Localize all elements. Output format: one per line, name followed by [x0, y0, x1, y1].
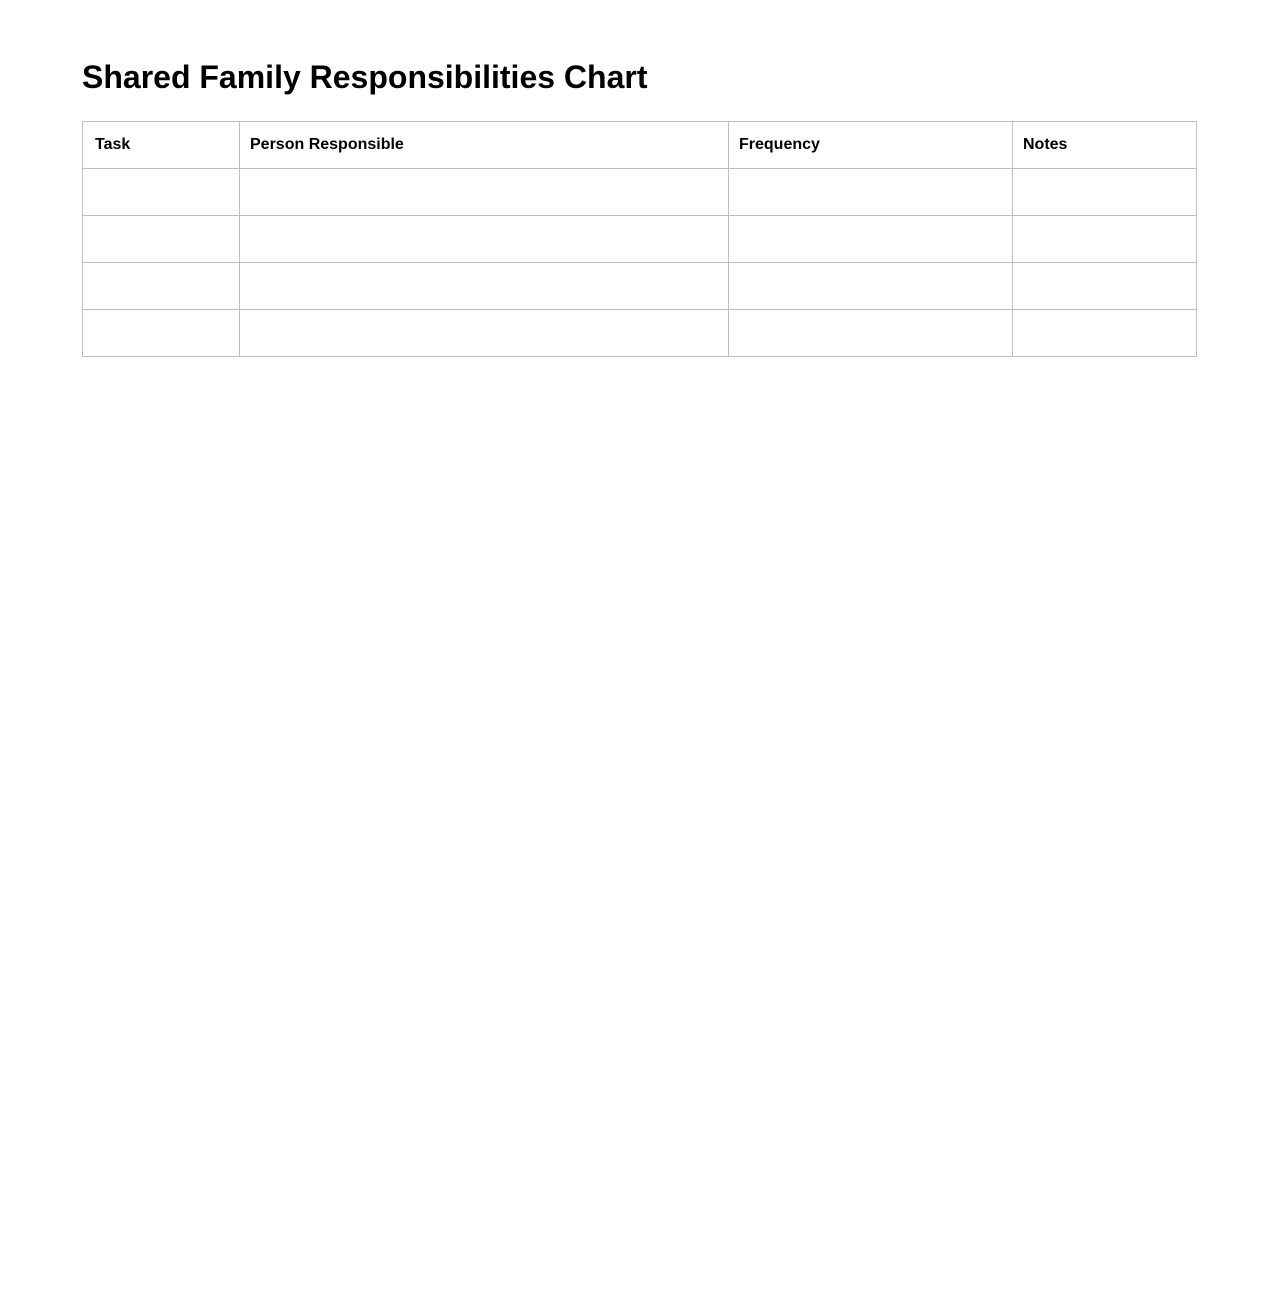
page-title: Shared Family Responsibilities Chart [82, 59, 648, 95]
task-cell[interactable] [83, 216, 240, 263]
column-header-frequency: Frequency [729, 122, 1013, 169]
frequency-cell[interactable] [729, 263, 1013, 310]
task-cell[interactable] [83, 310, 240, 357]
person-responsible-cell[interactable] [240, 310, 729, 357]
table-row [83, 263, 1197, 310]
column-header-person-responsible: Person Responsible [240, 122, 729, 169]
notes-cell[interactable] [1013, 216, 1197, 263]
frequency-cell[interactable] [729, 169, 1013, 216]
notes-cell[interactable] [1013, 310, 1197, 357]
table-header-row [83, 122, 1197, 169]
task-cell[interactable] [83, 263, 240, 310]
person-responsible-cell[interactable] [240, 216, 729, 263]
table-row [83, 169, 1197, 216]
responsibilities-table [82, 121, 1197, 357]
person-responsible-cell[interactable] [240, 169, 729, 216]
column-header-notes: Notes [1013, 122, 1197, 169]
notes-cell[interactable] [1013, 169, 1197, 216]
table-row [83, 216, 1197, 263]
frequency-cell[interactable] [729, 310, 1013, 357]
column-header-task: Task [83, 122, 240, 169]
notes-cell[interactable] [1013, 263, 1197, 310]
person-responsible-cell[interactable] [240, 263, 729, 310]
frequency-cell[interactable] [729, 216, 1013, 263]
task-cell[interactable] [83, 169, 240, 216]
table-row [83, 310, 1197, 357]
